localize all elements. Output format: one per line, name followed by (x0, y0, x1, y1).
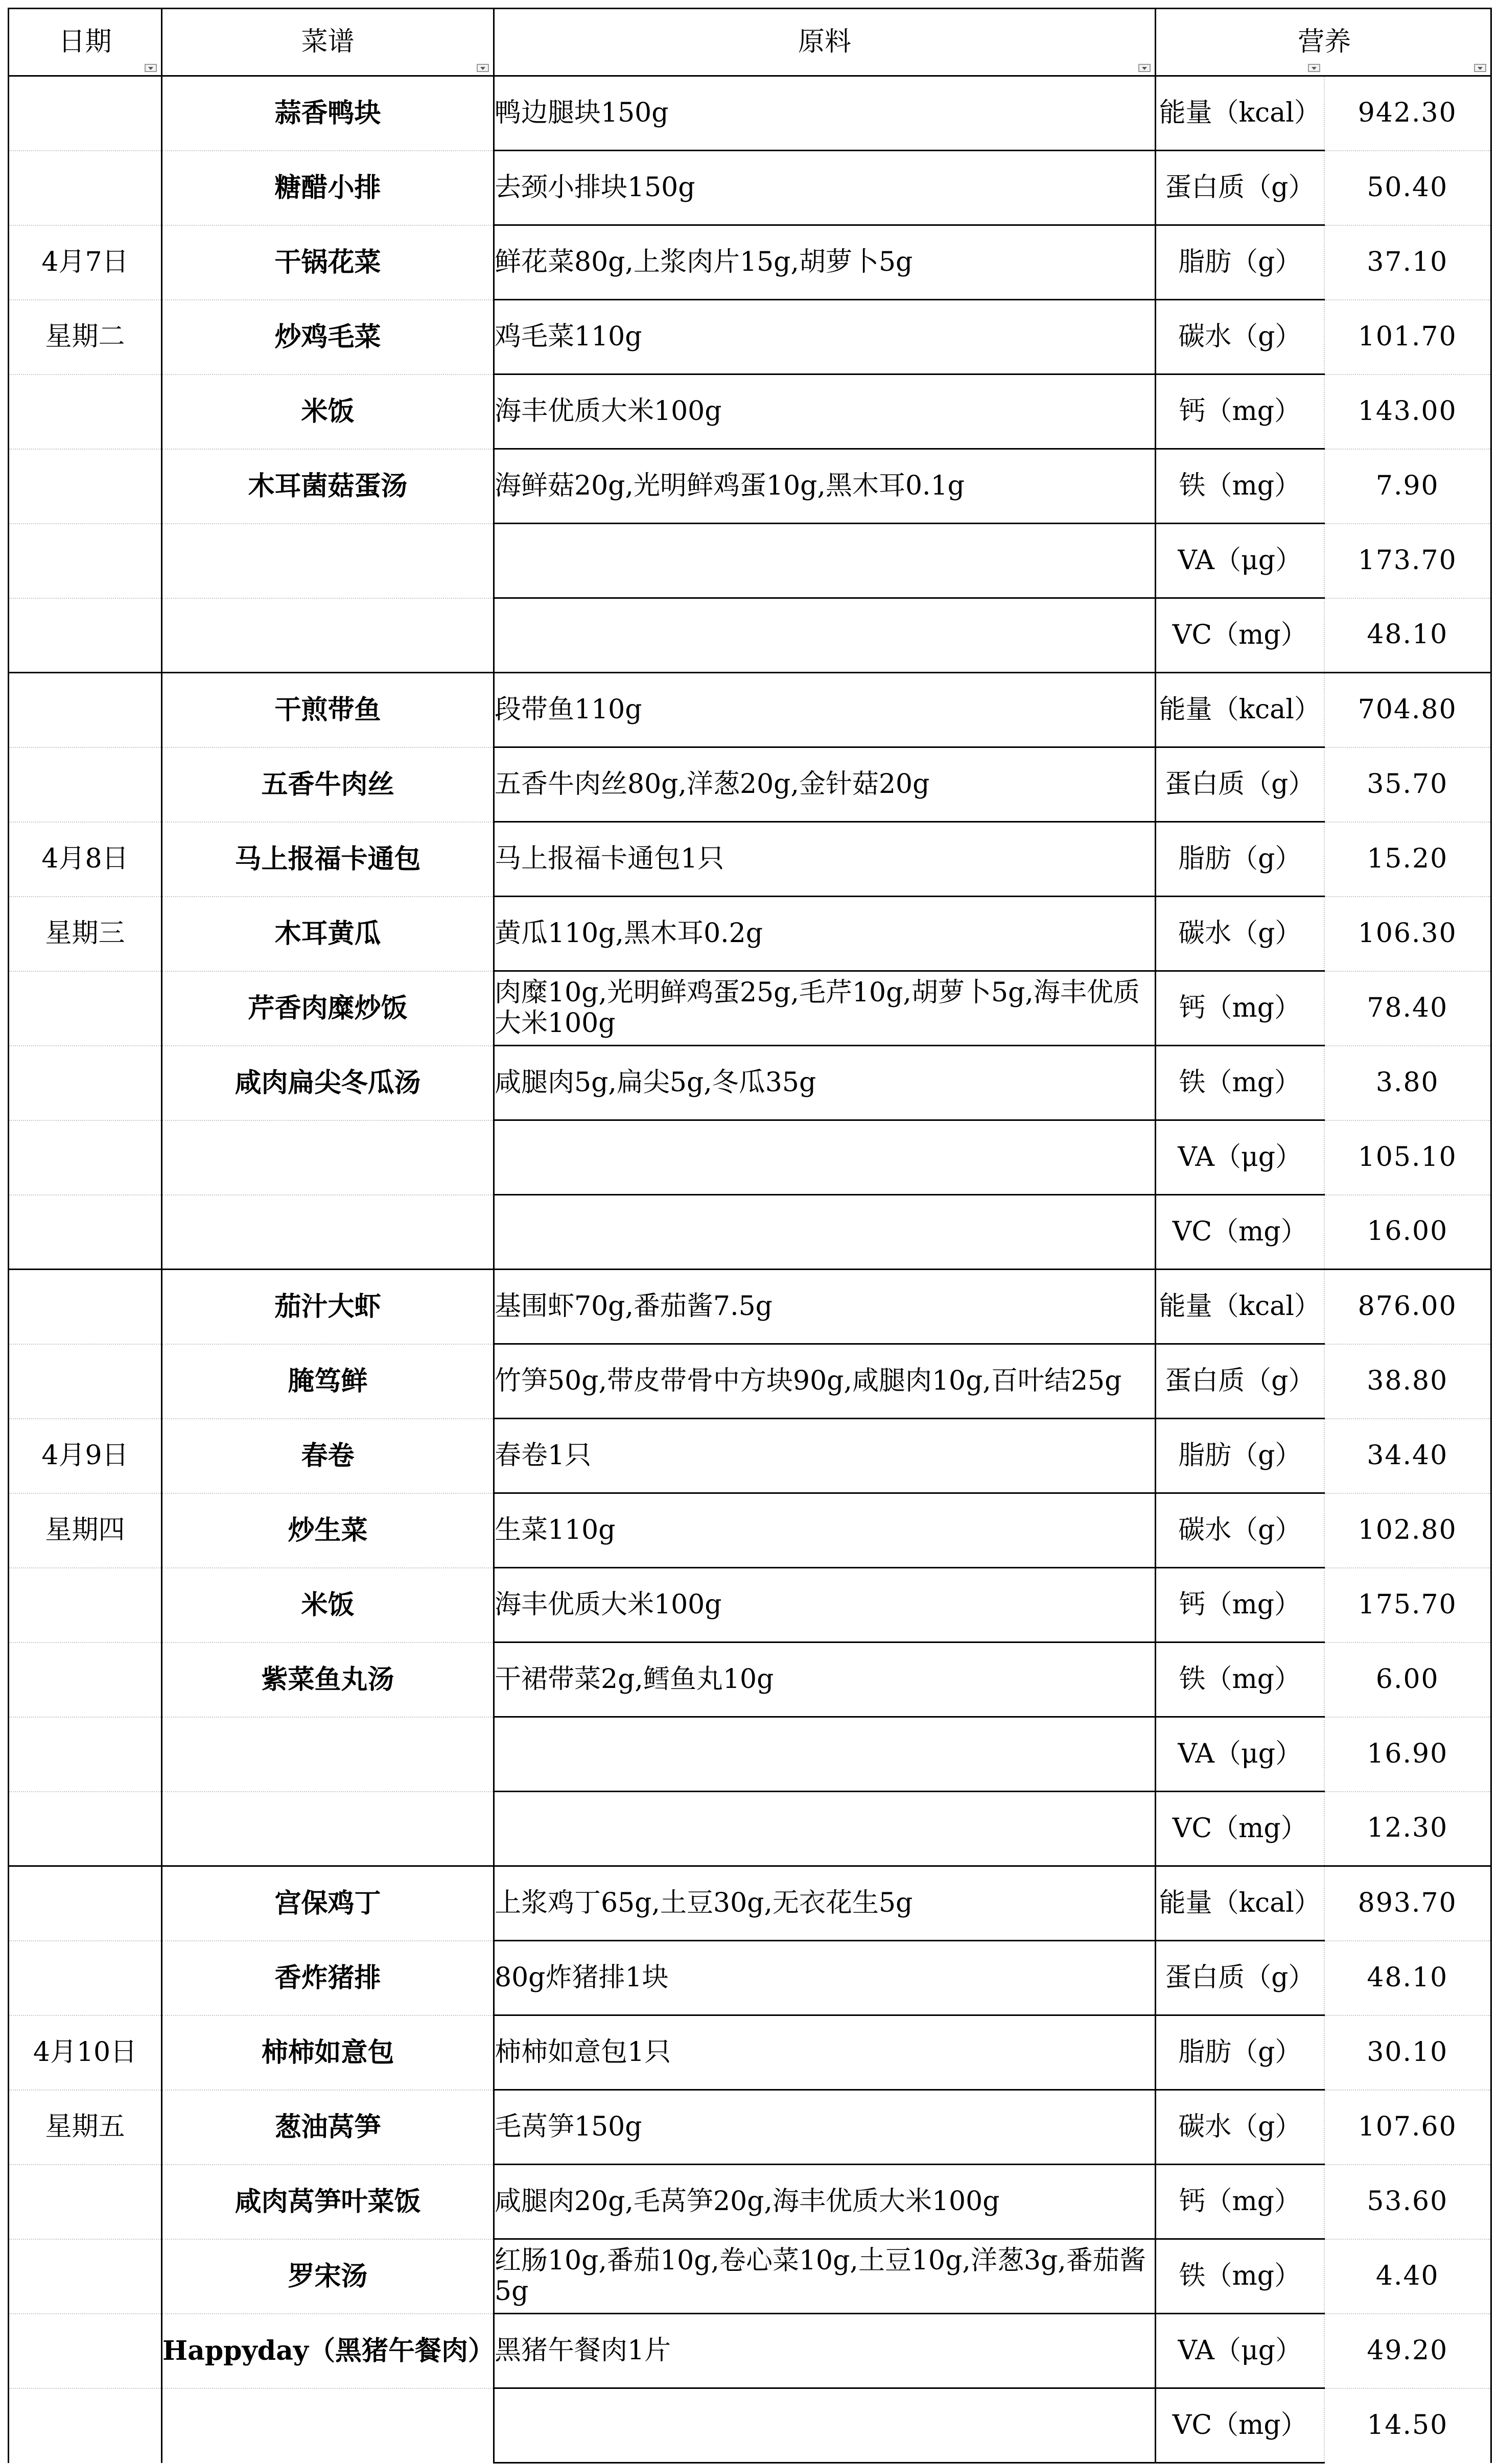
table-row (9, 2090, 1491, 2165)
dish-cell[interactable]: 咸肉莴笋叶菜饭 (162, 2165, 494, 2239)
table-row (9, 1941, 1491, 2015)
ingredients-cell[interactable]: 上浆鸡丁65g,土豆30g,无衣花生5g (494, 1866, 1156, 1941)
date-cell[interactable]: 4月10日 (9, 2015, 162, 2090)
table-row (9, 225, 1491, 300)
nutrient-cell[interactable]: 能量（kcal） (1156, 673, 1324, 747)
date-cell[interactable] (9, 524, 162, 598)
nutrient-cell[interactable]: VA（μg） (1156, 1120, 1324, 1195)
ingredients-cell[interactable]: 春卷1只 (494, 1419, 1156, 1493)
dish-cell[interactable]: 蒜香鸭块 (162, 76, 494, 151)
dish-cell[interactable]: 咸肉扁尖冬瓜汤 (162, 1046, 494, 1120)
nutrient-cell[interactable]: 碳水（g） (1156, 300, 1324, 374)
table-row (9, 76, 1491, 151)
ingredients-cell[interactable]: 段带鱼110g (494, 673, 1156, 747)
dish-cell[interactable]: 炒鸡毛菜 (162, 300, 494, 374)
dish-cell[interactable]: 马上报福卡通包 (162, 822, 494, 897)
dish-cell[interactable]: 木耳黄瓜 (162, 897, 494, 971)
nutrient-value-cell[interactable]: 37.10 (1324, 225, 1491, 300)
dish-cell[interactable]: 木耳菌菇蛋汤 (162, 449, 494, 524)
dish-cell[interactable] (162, 1717, 494, 1792)
dish-cell[interactable]: 芹香肉糜炒饭 (162, 971, 494, 1046)
ingredients-cell[interactable] (494, 1717, 1156, 1792)
nutrient-cell[interactable]: 铁（mg） (1156, 1046, 1324, 1120)
nutrient-cell[interactable]: 铁（mg） (1156, 449, 1324, 524)
nutrient-value-cell[interactable]: 50.40 (1324, 151, 1491, 225)
date-cell[interactable] (9, 76, 162, 151)
header-row (9, 9, 1491, 76)
date-cell[interactable] (9, 1792, 162, 1866)
ingredients-cell[interactable]: 海丰优质大米100g (494, 374, 1156, 449)
nutrient-value-cell[interactable]: 30.10 (1324, 2015, 1491, 2090)
dish-cell[interactable]: 腌笃鲜 (162, 1344, 494, 1419)
nutrient-cell[interactable]: 钙（mg） (1156, 2165, 1324, 2239)
date-cell[interactable] (9, 1270, 162, 1344)
nutrient-value-cell[interactable]: 6.00 (1324, 1642, 1491, 1717)
table-row (9, 822, 1491, 897)
ingredients-cell[interactable]: 生菜110g (494, 1493, 1156, 1568)
nutrient-cell[interactable]: VA（μg） (1156, 2314, 1324, 2388)
table-row (9, 2015, 1491, 2090)
nutrient-cell[interactable]: 能量（kcal） (1156, 76, 1324, 151)
table-row (9, 673, 1491, 747)
nutrient-cell[interactable]: VC（mg） (1156, 1195, 1324, 1270)
table-row (9, 897, 1491, 971)
nutrient-value-cell[interactable]: 175.70 (1324, 1568, 1491, 1642)
ingredients-cell[interactable]: 鲜花菜80g,上浆肉片15g,胡萝卜5g (494, 225, 1156, 300)
nutrient-value-cell[interactable]: 173.70 (1324, 524, 1491, 598)
nutrient-cell[interactable]: 脂肪（g） (1156, 1419, 1324, 1493)
ingredients-cell[interactable]: 海丰优质大米100g (494, 1568, 1156, 1642)
nutrient-cell[interactable]: 碳水（g） (1156, 897, 1324, 971)
table-row (9, 1866, 1491, 1941)
dish-cell[interactable]: 香炸猪排 (162, 1941, 494, 2015)
ingredients-cell[interactable]: 基围虾70g,番茄酱7.5g (494, 1270, 1156, 1344)
table-row (9, 151, 1491, 225)
dish-cell[interactable]: 糖醋小排 (162, 151, 494, 225)
date-cell[interactable]: 星期三 (9, 897, 162, 971)
nutrient-cell[interactable]: 能量（kcal） (1156, 1270, 1324, 1344)
nutrient-value-cell[interactable]: 49.20 (1324, 2314, 1491, 2388)
date-cell[interactable] (9, 1344, 162, 1419)
nutrient-value-cell[interactable]: 48.10 (1324, 1941, 1491, 2015)
date-cell[interactable] (9, 673, 162, 747)
table-row (9, 374, 1491, 449)
filter-dropdown-icon[interactable] (1474, 64, 1486, 72)
nutrient-cell[interactable]: VA（μg） (1156, 1717, 1324, 1792)
date-cell[interactable] (9, 449, 162, 524)
ingredients-cell[interactable]: 鸡毛菜110g (494, 300, 1156, 374)
nutrient-value-cell[interactable]: 102.80 (1324, 1493, 1491, 1568)
dish-cell[interactable]: 宫保鸡丁 (162, 1866, 494, 1941)
ingredients-cell[interactable]: 海鲜菇20g,光明鲜鸡蛋10g,黑木耳0.1g (494, 449, 1156, 524)
ingredients-cell[interactable] (494, 1792, 1156, 1866)
nutrient-cell[interactable]: 钙（mg） (1156, 374, 1324, 449)
date-cell[interactable] (9, 1642, 162, 1717)
nutrient-cell[interactable]: VC（mg） (1156, 1792, 1324, 1866)
ingredients-cell[interactable]: 红肠10g,番茄10g,卷心菜10g,土豆10g,洋葱3g,番茄酱5g (494, 2239, 1156, 2314)
table-row (9, 300, 1491, 374)
nutrient-cell[interactable]: 脂肪（g） (1156, 822, 1324, 897)
date-cell[interactable] (9, 2239, 162, 2314)
ingredients-cell[interactable] (494, 524, 1156, 598)
nutrient-value-cell[interactable]: 38.80 (1324, 1344, 1491, 1419)
date-cell[interactable] (9, 747, 162, 822)
ingredients-cell[interactable]: 五香牛肉丝80g,洋葱20g,金针菇20g (494, 747, 1156, 822)
table-row (9, 2239, 1491, 2314)
date-cell[interactable]: 星期四 (9, 1493, 162, 1568)
header-date-label: 日期 (58, 26, 112, 57)
nutrient-cell[interactable]: 铁（mg） (1156, 1642, 1324, 1717)
ingredients-cell[interactable]: 马上报福卡通包1只 (494, 822, 1156, 897)
nutrient-value-cell[interactable]: 78.40 (1324, 971, 1491, 1046)
dish-cell[interactable] (162, 598, 494, 673)
dish-cell[interactable]: 干锅花菜 (162, 225, 494, 300)
dish-cell[interactable] (162, 524, 494, 598)
table-row (9, 449, 1491, 524)
dish-cell[interactable]: 米饭 (162, 1568, 494, 1642)
table-row (9, 1568, 1491, 1642)
nutrient-value-cell[interactable]: 15.20 (1324, 822, 1491, 897)
nutrient-value-cell[interactable]: 4.40 (1324, 2239, 1491, 2314)
dish-cell[interactable]: 罗宋汤 (162, 2239, 494, 2314)
ingredients-cell[interactable]: 黑猪午餐肉1片 (494, 2314, 1156, 2388)
dish-cell[interactable]: 干煎带鱼 (162, 673, 494, 747)
dish-cell[interactable]: Happyday（黑猪午餐肉） (162, 2314, 494, 2388)
dish-cell[interactable] (162, 1195, 494, 1270)
table-row (9, 971, 1491, 1046)
nutrient-value-cell[interactable]: 143.00 (1324, 374, 1491, 449)
date-cell[interactable] (9, 598, 162, 673)
dish-cell[interactable] (162, 1120, 494, 1195)
nutrient-cell[interactable]: 脂肪（g） (1156, 225, 1324, 300)
nutrient-value-cell[interactable]: 704.80 (1324, 673, 1491, 747)
header-nutrition-label: 营养 (1298, 26, 1351, 57)
date-cell[interactable] (9, 1568, 162, 1642)
nutrient-value-cell[interactable]: 107.60 (1324, 2090, 1491, 2165)
table-row (9, 524, 1491, 598)
date-cell[interactable] (9, 374, 162, 449)
nutrient-value-cell[interactable]: 16.00 (1324, 1195, 1491, 1270)
date-cell[interactable]: 4月9日 (9, 1419, 162, 1493)
nutrient-value-cell[interactable]: 106.30 (1324, 897, 1491, 971)
ingredients-cell[interactable]: 80g炸猪排1块 (494, 1941, 1156, 2015)
header-value (1324, 9, 1491, 76)
table-row (9, 1642, 1491, 1717)
table-row (9, 2165, 1491, 2239)
nutrient-cell[interactable]: 碳水（g） (1156, 1493, 1324, 1568)
ingredients-cell[interactable] (494, 2388, 1156, 2463)
table-row (9, 1046, 1491, 1120)
table-row (9, 1717, 1491, 1792)
filter-dropdown-icon[interactable] (1138, 64, 1151, 72)
nutrient-cell[interactable]: 钙（mg） (1156, 1568, 1324, 1642)
dish-cell[interactable]: 柿柿如意包 (162, 2015, 494, 2090)
date-cell[interactable]: 4月7日 (9, 225, 162, 300)
nutrient-value-cell[interactable]: 48.10 (1324, 598, 1491, 673)
table-row (9, 1792, 1491, 1866)
dish-cell[interactable]: 葱油莴笋 (162, 2090, 494, 2165)
header-nutrition (1156, 9, 1351, 76)
table-row (9, 747, 1491, 822)
date-cell[interactable] (9, 1120, 162, 1195)
nutrient-cell[interactable]: 碳水（g） (1156, 2090, 1324, 2165)
date-cell[interactable] (9, 2165, 162, 2239)
nutrient-cell[interactable]: 脂肪（g） (1156, 2015, 1324, 2090)
header-date (9, 9, 162, 76)
date-cell[interactable] (9, 2388, 162, 2463)
ingredients-cell[interactable]: 肉糜10g,光明鲜鸡蛋25g,毛芹10g,胡萝卜5g,海丰优质大米100g (494, 971, 1156, 1046)
table-row (9, 1493, 1491, 1568)
nutrient-cell[interactable]: 蛋白质（g） (1156, 1344, 1324, 1419)
nutrient-cell[interactable]: 钙（mg） (1156, 971, 1324, 1046)
dish-cell[interactable]: 米饭 (162, 374, 494, 449)
ingredients-cell[interactable]: 干裙带菜2g,鳕鱼丸10g (494, 1642, 1156, 1717)
dish-cell[interactable]: 炒生菜 (162, 1493, 494, 1568)
nutrient-value-cell[interactable]: 34.40 (1324, 1419, 1491, 1493)
table-row (9, 2388, 1491, 2463)
header-ingredients (494, 9, 1156, 76)
date-cell[interactable] (9, 1717, 162, 1792)
dish-cell[interactable]: 紫菜鱼丸汤 (162, 1642, 494, 1717)
date-cell[interactable] (9, 971, 162, 1046)
date-cell[interactable]: 星期二 (9, 300, 162, 374)
nutrient-value-cell[interactable]: 14.50 (1324, 2388, 1491, 2463)
nutrient-value-cell[interactable]: 7.90 (1324, 449, 1491, 524)
nutrient-value-cell[interactable]: 12.30 (1324, 1792, 1491, 1866)
dish-cell[interactable] (162, 2388, 494, 2463)
header-recipe-label: 菜谱 (301, 26, 355, 57)
ingredients-cell[interactable]: 去颈小排块150g (494, 151, 1156, 225)
nutrient-value-cell[interactable]: 876.00 (1324, 1270, 1491, 1344)
ingredients-cell[interactable]: 毛莴笋150g (494, 2090, 1156, 2165)
nutrient-value-cell[interactable]: 893.70 (1324, 1866, 1491, 1941)
ingredients-cell[interactable] (494, 1195, 1156, 1270)
date-cell[interactable]: 4月8日 (9, 822, 162, 897)
date-cell[interactable] (9, 1046, 162, 1120)
nutrient-value-cell[interactable]: 101.70 (1324, 300, 1491, 374)
nutrient-value-cell[interactable]: 53.60 (1324, 2165, 1491, 2239)
nutrient-value-cell[interactable]: 942.30 (1324, 76, 1491, 151)
table-row (9, 1195, 1491, 1270)
date-cell[interactable] (9, 1866, 162, 1941)
ingredients-cell[interactable] (494, 598, 1156, 673)
nutrient-cell[interactable]: VA（μg） (1156, 524, 1324, 598)
nutrient-value-cell[interactable]: 35.70 (1324, 747, 1491, 822)
filter-dropdown-icon[interactable] (1308, 64, 1320, 72)
nutrient-cell[interactable]: 铁（mg） (1156, 2239, 1324, 2314)
table-row (9, 1344, 1491, 1419)
table-row (9, 1419, 1491, 1493)
nutrient-cell[interactable]: VC（mg） (1156, 598, 1324, 673)
ingredients-cell[interactable]: 咸腿肉5g,扁尖5g,冬瓜35g (494, 1046, 1156, 1120)
nutrient-cell[interactable]: 蛋白质（g） (1156, 151, 1324, 225)
ingredients-cell[interactable] (494, 1120, 1156, 1195)
menu-table (8, 8, 1492, 2463)
table-row (9, 1270, 1491, 1344)
ingredients-cell[interactable]: 咸腿肉20g,毛莴笋20g,海丰优质大米100g (494, 2165, 1156, 2239)
ingredients-cell[interactable]: 黄瓜110g,黑木耳0.2g (494, 897, 1156, 971)
nutrient-cell[interactable]: 蛋白质（g） (1156, 747, 1324, 822)
header-ingredients-label: 原料 (798, 26, 851, 57)
dish-cell[interactable]: 五香牛肉丝 (162, 747, 494, 822)
date-cell[interactable] (9, 1195, 162, 1270)
date-cell[interactable] (9, 151, 162, 225)
ingredients-cell[interactable]: 竹笋50g,带皮带骨中方块90g,咸腿肉10g,百叶结25g (494, 1344, 1156, 1419)
nutrient-cell[interactable]: VC（mg） (1156, 2388, 1324, 2463)
dish-cell[interactable]: 茄汁大虾 (162, 1270, 494, 1344)
nutrient-cell[interactable]: 蛋白质（g） (1156, 1941, 1324, 2015)
date-cell[interactable] (9, 2314, 162, 2388)
nutrient-value-cell[interactable]: 16.90 (1324, 1717, 1491, 1792)
table-row (9, 598, 1491, 673)
dish-cell[interactable]: 春卷 (162, 1419, 494, 1493)
nutrient-value-cell[interactable]: 3.80 (1324, 1046, 1491, 1120)
nutrient-cell[interactable]: 能量（kcal） (1156, 1866, 1324, 1941)
date-cell[interactable]: 星期五 (9, 2090, 162, 2165)
dish-cell[interactable] (162, 1792, 494, 1866)
filter-dropdown-icon[interactable] (477, 64, 489, 72)
ingredients-cell[interactable]: 鸭边腿块150g (494, 76, 1156, 151)
date-cell[interactable] (9, 1941, 162, 2015)
header-recipe (162, 9, 494, 76)
filter-dropdown-icon[interactable] (145, 64, 157, 72)
nutrient-value-cell[interactable]: 105.10 (1324, 1120, 1491, 1195)
table-row (9, 2314, 1491, 2388)
ingredients-cell[interactable]: 柿柿如意包1只 (494, 2015, 1156, 2090)
table-row (9, 1120, 1491, 1195)
table-body (9, 76, 1491, 2463)
